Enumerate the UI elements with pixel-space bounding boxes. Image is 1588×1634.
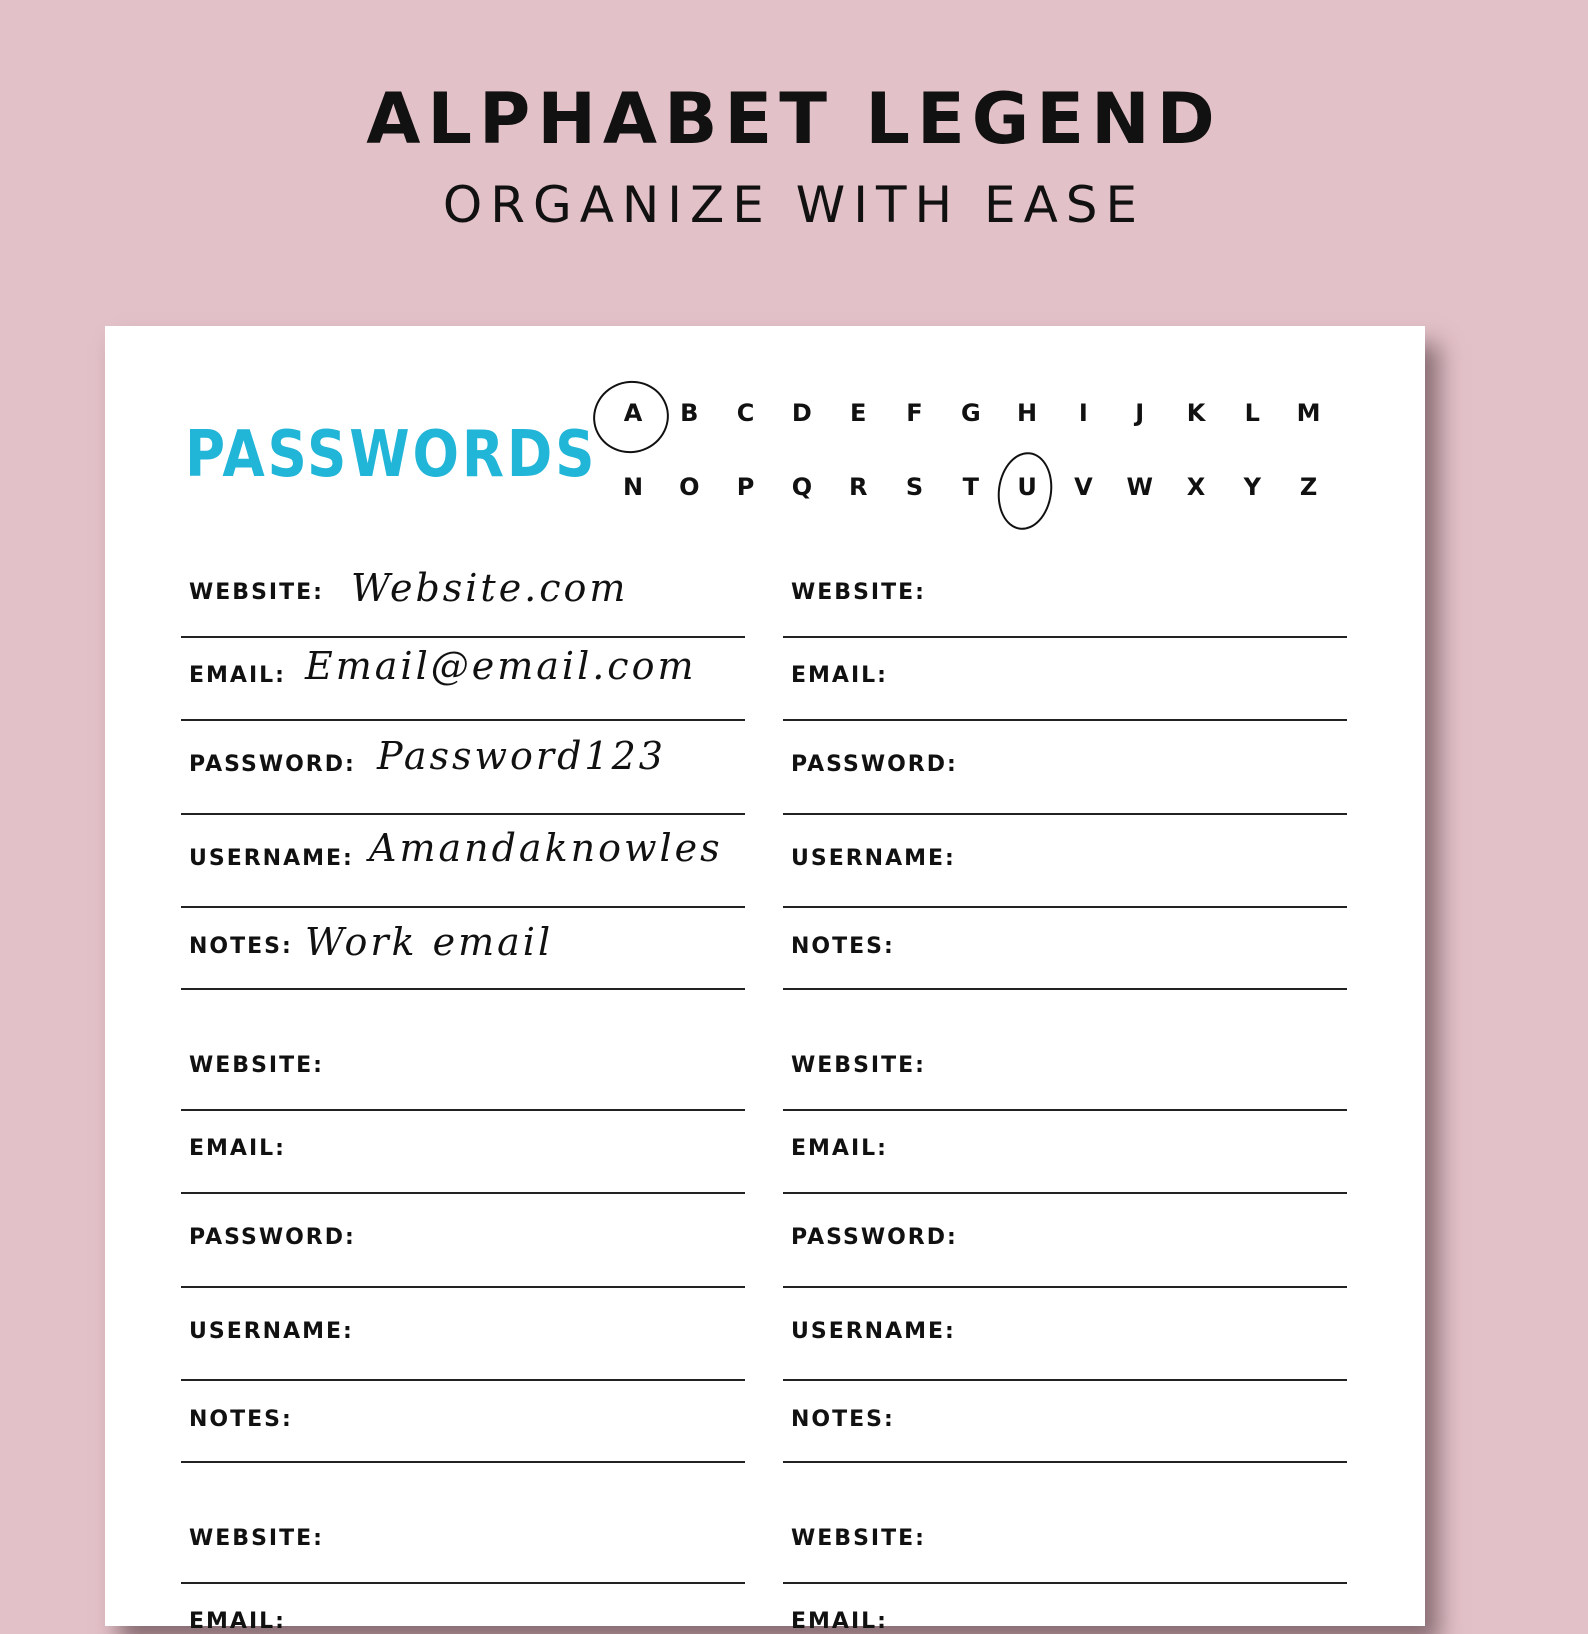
alphabet-letter-n[interactable]: N [622, 473, 644, 501]
password-label: PASSWORD: [189, 1225, 356, 1250]
website-label: WEBSITE: [791, 1526, 926, 1551]
website-label: WEBSITE: [189, 580, 324, 605]
alphabet-letter-j[interactable]: J [1135, 399, 1145, 427]
notes-label: NOTES: [791, 934, 895, 959]
email-label: EMAIL: [189, 663, 286, 688]
email-field-line[interactable] [783, 719, 1347, 721]
alphabet-letter-e[interactable]: E [849, 399, 867, 427]
alphabet-letter-s[interactable]: S [905, 473, 924, 501]
alphabet-letter-y[interactable]: Y [1243, 473, 1261, 501]
website-field-line[interactable] [181, 1582, 745, 1584]
password-label: PASSWORD: [791, 752, 958, 777]
email-field-line[interactable] [181, 1192, 745, 1194]
website-label: WEBSITE: [791, 1053, 926, 1078]
email-field-line[interactable] [783, 1192, 1347, 1194]
password-sheet [105, 326, 1425, 1634]
alphabet-letter-m[interactable]: M [1296, 399, 1321, 427]
notes-label: NOTES: [189, 1407, 293, 1432]
notes-label: NOTES: [791, 1407, 895, 1432]
website-handwritten-value: Website.com [351, 566, 629, 610]
notes-field-line[interactable] [181, 1461, 745, 1463]
password-label: PASSWORD: [791, 1225, 958, 1250]
alphabet-letter-a[interactable]: A [623, 399, 643, 427]
website-field-line[interactable] [181, 636, 745, 638]
email-field-line[interactable] [181, 719, 745, 721]
notes-handwritten-value: Work email [305, 920, 554, 964]
website-field-line[interactable] [783, 1109, 1347, 1111]
alphabet-letter-f[interactable]: F [906, 399, 923, 427]
username-label: USERNAME: [791, 846, 956, 871]
alphabet-letter-o[interactable]: O [679, 473, 700, 501]
circle-mark-a [585, 372, 677, 461]
alphabet-letter-q[interactable]: Q [791, 473, 813, 501]
notes-label: NOTES: [189, 934, 293, 959]
password-field-line[interactable] [181, 1286, 745, 1288]
headline: ALPHABET LEGEND [366, 78, 1222, 160]
password-field-line[interactable] [181, 813, 745, 815]
alphabet-letter-r[interactable]: R [848, 473, 868, 501]
alphabet-letter-t[interactable]: T [962, 473, 979, 501]
notes-field-line[interactable] [783, 1461, 1347, 1463]
alphabet-letter-d[interactable]: D [791, 399, 812, 427]
alphabet-letter-w[interactable]: W [1126, 473, 1153, 501]
email-label: EMAIL: [189, 1609, 286, 1634]
alphabet-letter-l[interactable]: L [1244, 399, 1260, 427]
username-label: USERNAME: [189, 1319, 354, 1344]
username-field-line[interactable] [181, 906, 745, 908]
sheet-title: PASSWORDS [185, 418, 598, 492]
website-field-line[interactable] [783, 1582, 1347, 1584]
alphabet-letter-b[interactable]: B [680, 399, 699, 427]
website-label: WEBSITE: [791, 580, 926, 605]
subheadline: ORGANIZE WITH EASE [442, 176, 1146, 234]
alphabet-letter-z[interactable]: Z [1299, 473, 1318, 501]
notes-field-line[interactable] [181, 988, 745, 990]
website-field-line[interactable] [181, 1109, 745, 1111]
username-label: USERNAME: [791, 1319, 956, 1344]
website-field-line[interactable] [783, 636, 1347, 638]
email-label: EMAIL: [791, 1136, 888, 1161]
website-label: WEBSITE: [189, 1526, 324, 1551]
username-field-line[interactable] [181, 1379, 745, 1381]
email-label: EMAIL: [189, 1136, 286, 1161]
alphabet-letter-x[interactable]: X [1186, 473, 1206, 501]
password-field-line[interactable] [783, 813, 1347, 815]
email-label: EMAIL: [791, 1609, 888, 1634]
password-field-line[interactable] [783, 1286, 1347, 1288]
alphabet-letter-i[interactable]: I [1078, 399, 1088, 427]
notes-field-line[interactable] [783, 988, 1347, 990]
alphabet-letter-p[interactable]: P [736, 473, 755, 501]
password-label: PASSWORD: [189, 752, 356, 777]
username-field-line[interactable] [783, 906, 1347, 908]
email-label: EMAIL: [791, 663, 888, 688]
username-handwritten-value: Amandaknowles [369, 826, 723, 870]
circle-mark-u [993, 449, 1057, 534]
username-label: USERNAME: [189, 846, 354, 871]
password-handwritten-value: Password123 [377, 734, 666, 778]
email-handwritten-value: Email@email.com [305, 644, 697, 688]
alphabet-letter-k[interactable]: K [1186, 399, 1206, 427]
alphabet-letter-c[interactable]: C [736, 399, 755, 427]
username-field-line[interactable] [783, 1379, 1347, 1381]
alphabet-letter-u[interactable]: U [1017, 473, 1037, 501]
website-label: WEBSITE: [189, 1053, 324, 1078]
alphabet-letter-g[interactable]: G [960, 399, 981, 427]
alphabet-letter-h[interactable]: H [1017, 399, 1038, 427]
alphabet-letter-v[interactable]: V [1074, 473, 1093, 501]
